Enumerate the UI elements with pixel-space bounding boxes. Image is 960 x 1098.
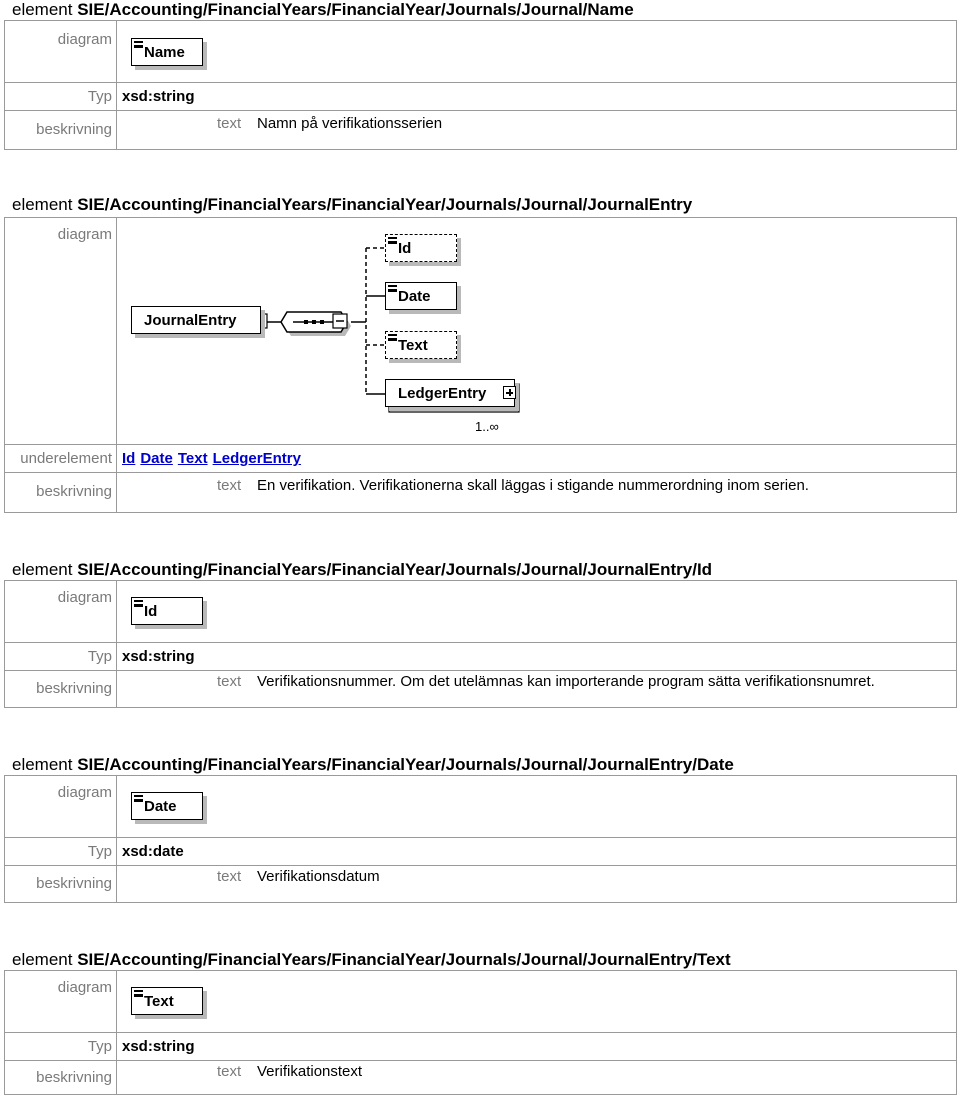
- text-label: text: [217, 868, 242, 885]
- diagram-label: diagram: [5, 776, 117, 838]
- element-icon: [388, 334, 397, 341]
- element-path: SIE/Accounting/FinancialYears/FinancialYear/Journals/Journal/JournalEntry/Id: [77, 560, 713, 579]
- description-text: Verifikationstext: [257, 1063, 363, 1080]
- child-box-id[interactable]: Id: [385, 234, 457, 262]
- element-box[interactable]: Text: [131, 987, 203, 1015]
- diagram-cell: [117, 21, 957, 83]
- link-ledgerentry[interactable]: LedgerEntry: [212, 450, 301, 467]
- beskrivning-label: beskrivning: [5, 111, 117, 150]
- beskrivning-label: beskrivning: [5, 866, 117, 903]
- diagram-cell: [117, 971, 957, 1033]
- underelement-cell: [117, 445, 957, 473]
- underelement-label: underelement: [5, 445, 117, 473]
- element-box-journalentry[interactable]: JournalEntry: [131, 306, 261, 334]
- expand-icon[interactable]: [503, 386, 516, 399]
- element-box[interactable]: Id: [131, 597, 203, 625]
- element-table: [4, 217, 957, 513]
- child-box-date[interactable]: Date: [385, 282, 457, 310]
- text-label: text: [217, 477, 242, 494]
- section-heading: element SIE/Accounting/FinancialYears/FinancialYear/Journals/Journal/JournalEntry: [12, 195, 693, 214]
- diagram-label: diagram: [5, 581, 117, 643]
- section-heading: element SIE/Accounting/FinancialYears/FinancialYear/Journals/Journal/JournalEntry/Id: [12, 560, 713, 579]
- element-box[interactable]: Name: [131, 38, 203, 66]
- typ-cell: [117, 643, 957, 671]
- element-icon: [134, 990, 143, 997]
- text-label: text: [217, 115, 242, 132]
- beskrivning-cell: [117, 671, 957, 708]
- diagram-label: diagram: [5, 21, 117, 83]
- element-icon: [388, 237, 397, 244]
- typ-label: Typ: [5, 1033, 117, 1061]
- child-box-ledgerentry[interactable]: LedgerEntry: [385, 379, 515, 407]
- element-path: SIE/Accounting/FinancialYears/FinancialYear/Journals/Journal/JournalEntry/Text: [77, 950, 731, 969]
- description-text: Namn på verifikationsserien: [257, 115, 443, 132]
- element-icon: [134, 41, 143, 48]
- beskrivning-label: beskrivning: [5, 1061, 117, 1095]
- beskrivning-label: beskrivning: [5, 473, 117, 513]
- typ-label: Typ: [5, 643, 117, 671]
- underelement-links: [117, 450, 306, 467]
- section-heading: element SIE/Accounting/FinancialYears/FinancialYear/Journals/Journal/JournalEntry/Text: [12, 950, 731, 969]
- typ-value: xsd:string: [122, 648, 195, 665]
- typ-cell: [117, 83, 957, 111]
- typ-value: xsd:string: [122, 88, 195, 105]
- diagram-cell: [117, 776, 957, 838]
- link-text[interactable]: Text: [177, 450, 208, 467]
- section-heading: element SIE/Accounting/FinancialYears/FinancialYear/Journals/Journal/JournalEntry/Date: [12, 755, 734, 774]
- beskrivning-cell: [117, 473, 957, 513]
- multiplicity-label: 1..∞: [475, 419, 499, 434]
- diagram-label: diagram: [5, 218, 117, 445]
- diagram-cell: [117, 218, 957, 445]
- description-text: Verifikationsnummer. Om det utelämnas kan importerande program sätta verifikationsnumret.: [257, 673, 875, 690]
- beskrivning-cell: [117, 866, 957, 903]
- typ-label: Typ: [5, 838, 117, 866]
- beskrivning-cell: [117, 111, 957, 150]
- text-label: text: [217, 673, 242, 690]
- diagram-label: diagram: [5, 971, 117, 1033]
- typ-cell: [117, 1033, 957, 1061]
- typ-value: xsd:date: [122, 843, 184, 860]
- element-icon: [388, 285, 397, 292]
- element-icon: [134, 795, 143, 802]
- element-path: SIE/Accounting/FinancialYears/FinancialYear/Journals/Journal/Name: [77, 0, 634, 19]
- element-table: [4, 970, 957, 1095]
- element-icon: [134, 600, 143, 607]
- element-path: SIE/Accounting/FinancialYears/FinancialYear/Journals/Journal/JournalEntry: [77, 195, 693, 214]
- child-box-text[interactable]: Text: [385, 331, 457, 359]
- text-label: text: [217, 1063, 242, 1080]
- typ-value: xsd:string: [122, 1038, 195, 1055]
- typ-label: Typ: [5, 83, 117, 111]
- description-text: En verifikation. Verifikationerna skall läggas i stigande nummerordning inom serien.: [257, 477, 809, 494]
- diagram-cell: [117, 581, 957, 643]
- description-text: Verifikationsdatum: [257, 868, 380, 885]
- element-path: SIE/Accounting/FinancialYears/FinancialYear/Journals/Journal/JournalEntry/Date: [77, 755, 734, 774]
- element-table: [4, 20, 957, 150]
- element-table: [4, 775, 957, 903]
- element-table: [4, 580, 957, 708]
- link-date[interactable]: Date: [140, 450, 173, 467]
- beskrivning-label: beskrivning: [5, 671, 117, 708]
- section-heading: element SIE/Accounting/FinancialYears/FinancialYear/Journals/Journal/Name: [12, 0, 634, 19]
- beskrivning-cell: [117, 1061, 957, 1095]
- element-box[interactable]: Date: [131, 792, 203, 820]
- link-id[interactable]: Id: [122, 450, 136, 467]
- typ-cell: [117, 838, 957, 866]
